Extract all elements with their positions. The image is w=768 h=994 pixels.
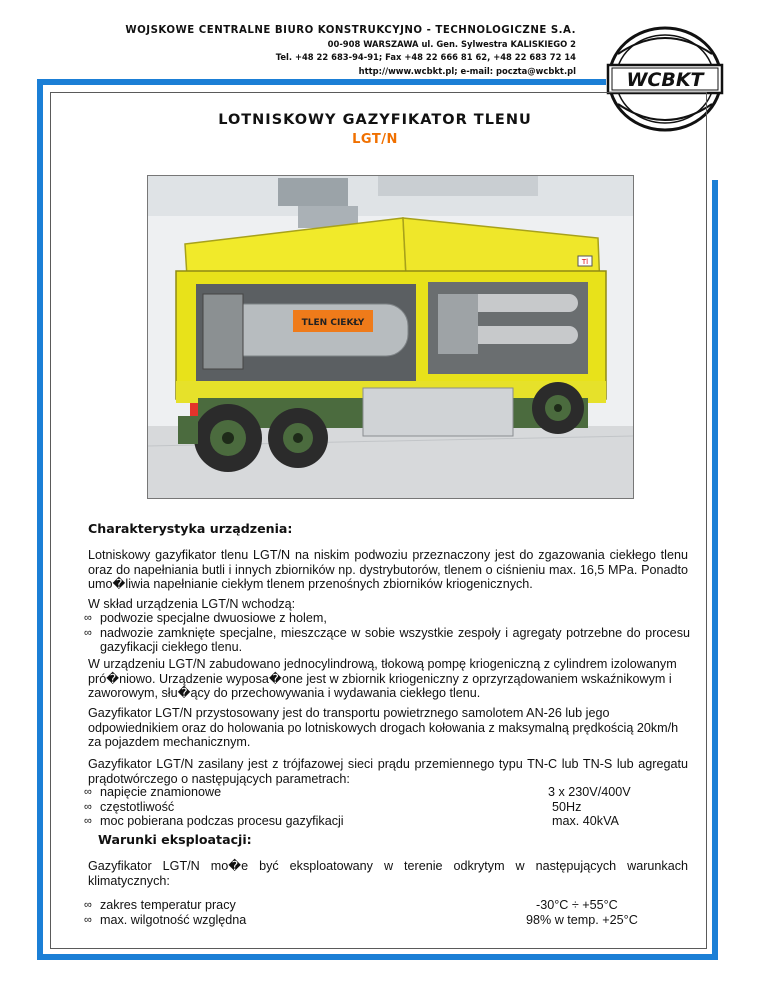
param-value: 3 x 230V/400V xyxy=(548,785,631,799)
bullet-icon: ∞ xyxy=(84,913,92,926)
company-header xyxy=(125,24,576,78)
list-item xyxy=(84,611,690,626)
conditions-list xyxy=(84,898,690,927)
frame-bar-left xyxy=(37,79,43,960)
paragraph-conditions: Gazyfikator LGT/N mo�e być eksploatowany w terenie odkrytym w następujących warunkach klimatycznych: xyxy=(88,859,688,888)
param-label: zakres temperatur pracy xyxy=(100,898,236,912)
bullet-icon: ∞ xyxy=(84,899,92,911)
bullet-icon: ∞ xyxy=(84,626,92,639)
company-phone: Tel. +48 22 683-94-91; Fax +48 22 666 81 62, +48 22 683 72 14 xyxy=(275,52,576,62)
param-value: -30°C ÷ +55°C xyxy=(536,898,618,912)
bullet-icon: ∞ xyxy=(84,786,92,798)
document-subtitle: LGT/N xyxy=(352,132,398,147)
list-item xyxy=(84,626,690,655)
param-value: max. 40kVA xyxy=(552,814,619,828)
frame-bar-bottom xyxy=(37,954,718,960)
composition-list xyxy=(84,611,690,655)
list-item-text: nadwozie zamknięte specjalne, mieszczące w sobie wszystkie zespoły i agregaty potrzebne do procesu gazyfikacji ciekłego tlenu. xyxy=(100,625,690,654)
logo-text: WCBKT xyxy=(626,69,704,91)
paragraph-transport: Gazyfikator LGT/N przystosowany jest do transportu powietrznego samolotem AN-26 lub jego odpowiednikiem oraz do holowania po lotniskowych drogach kołowania z maksymalną prędkością 20km/h za pojazdem mechanicznym. xyxy=(88,706,679,749)
param-value: 50Hz xyxy=(552,799,582,814)
param-label: napięcie znamionowe xyxy=(100,785,222,799)
power-params-list xyxy=(84,785,690,829)
bullet-icon: ∞ xyxy=(84,612,92,624)
param-label: moc pobierana podczas procesu gazyfikacji xyxy=(100,814,344,828)
param-value: 98% w temp. +25°C xyxy=(526,912,638,927)
param-row xyxy=(84,800,690,815)
paragraph-pump: W urządzeniu LGT/N zabudowano jednocylindrową, tłokową pompę kriogeniczną z cylindrem izolowanym pró�niowo. Urządzenie wyposa�one jest w zbiornik kriogeniczny z oprzyrządowaniem wskaźnikowym i zaworowym, słu�ący do przechowywania i wydawania ciekłego tlenu. xyxy=(88,657,677,700)
warning-sign: Tl xyxy=(581,258,589,266)
paragraph-composition: W skład urządzenia LGT/N wchodzą: xyxy=(88,597,296,611)
frame-bar-right xyxy=(712,180,718,960)
bullet-icon: ∞ xyxy=(84,800,92,813)
param-row xyxy=(84,898,690,913)
paragraph-intro: Lotniskowy gazyfikator tlenu LGT/N na niskim podwoziu przeznaczony jest do zgazowania ciekłego tlenu oraz do napełniania butli i innych zbiorników np. dystrybutorów, tlenem o ciśnieniu max. 16,5 MPa. Ponadto umo�liwia napełnianie ciekłym tlenem przenośnych zbiorników kriogenicznych. xyxy=(88,548,688,591)
tank-label: TLEN CIEKŁY xyxy=(301,318,365,328)
param-label: max. wilgotność względna xyxy=(100,912,247,927)
section-heading-operating-conditions: Warunki eksploatacji: xyxy=(98,832,252,847)
gasifier-trailer-illustration xyxy=(148,176,633,498)
section-heading-characteristics: Charakterystyka urządzenia: xyxy=(88,521,293,536)
company-address: 00-908 WARSZAWA ul. Gen. Sylwestra KALISKIEGO 2 xyxy=(327,38,576,49)
param-label: częstotliwość xyxy=(100,799,175,814)
bullet-icon: ∞ xyxy=(84,815,92,827)
company-web: http://www.wcbkt.pl; e-mail: poczta@wcbkt.pl xyxy=(358,65,576,76)
frame-bar-top xyxy=(37,79,606,85)
product-photo xyxy=(147,175,634,499)
param-row xyxy=(84,913,690,928)
list-item-text: podwozie specjalne dwuosiowe z holem, xyxy=(100,611,327,625)
document-title: LOTNISKOWY GAZYFIKATOR TLENU xyxy=(218,112,532,128)
paragraph-power: Gazyfikator LGT/N zasilany jest z trójfazowej sieci prądu przemiennego typu TN-C lub TN-S lub agregatu prądotwórczego o następujących parametrach: xyxy=(88,757,688,786)
param-row xyxy=(84,785,690,800)
company-name: WOJSKOWE CENTRALNE BIURO KONSTRUKCYJNO - TECHNOLOGICZNE S.A. xyxy=(125,25,576,36)
param-row xyxy=(84,814,690,829)
